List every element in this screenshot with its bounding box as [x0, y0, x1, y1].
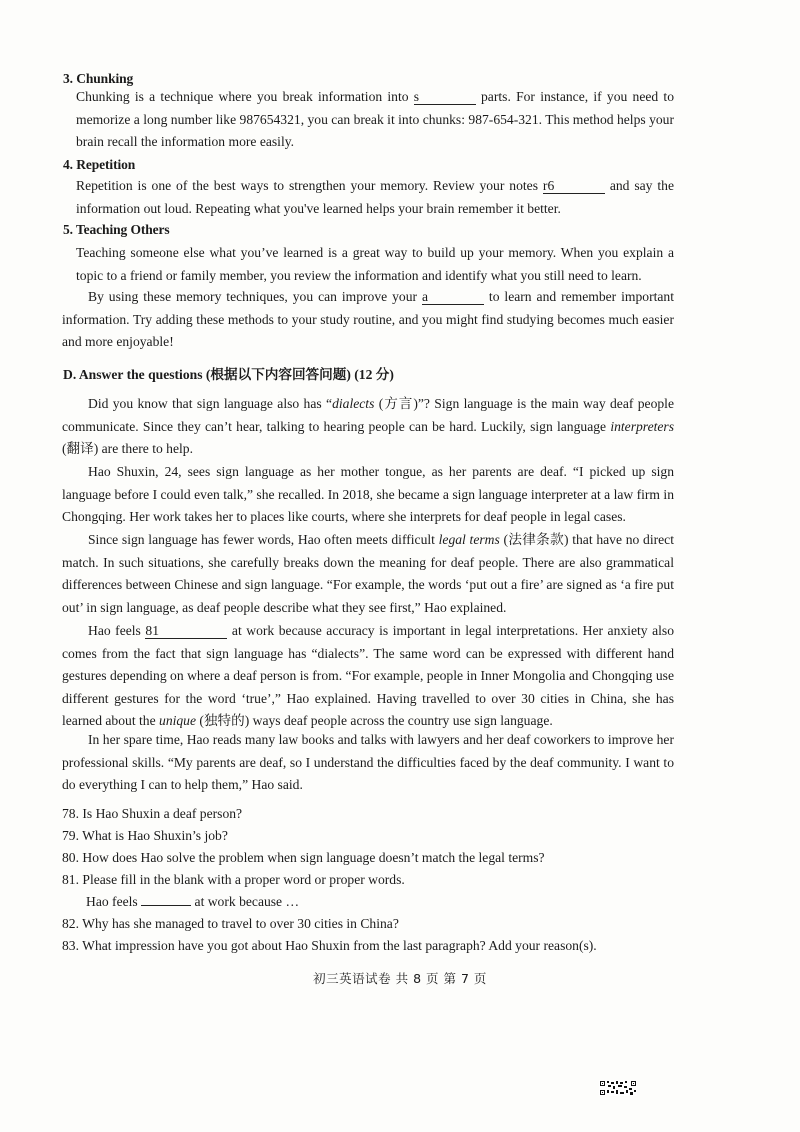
- passage-paragraph-1: Did you know that sign language also has “dialects (方言)”? Sign language is the main way deaf people communicate. Since they can’t hear, talking to hearing people can be hard. Luckily, sign language interpreters (翻译) are there to help.: [62, 396, 674, 456]
- passage-paragraph-4: Hao feels 81 at work because accuracy is important in legal interpretations. Her anxiety also comes from the fact that sign language has “dialects”. The same word can be expressed with different hand gestures depending on where a deaf person is from. “For example, people in Inner Mongolia and Chongqing use different gestures for the word ‘true’,” Hao explained. Having travelled to over 30 cities in China, she has learned about the unique (独特的) ways deaf people across the country use sign language.: [62, 623, 675, 728]
- passage-paragraph-5: In her spare time, Hao reads many law books and talks with lawyers and her deaf coworkers to improve her professional skills. “My parents are deaf, so I understand the difficulties faced by the deaf community. I want to do everything I can to help them,” Hao said.: [62, 732, 674, 792]
- answer-blank-81[interactable]: 81: [145, 624, 227, 639]
- passage-paragraph-2: Hao Shuxin, 24, sees sign language as her mother tongue, as her parents are deaf. “I picked up sign language before I could even talk,” she recalled. In 2018, she became a sign language interpreter at a law firm in Chongqing. Her work takes her to places like courts, where she interprets for deaf people in legal cases.: [62, 464, 674, 524]
- section-heading-chunking: 3. Chunking: [63, 71, 134, 86]
- question-79: 79. What is Hao Shuxin’s job?: [62, 828, 228, 843]
- answer-blank-81-question[interactable]: [141, 905, 191, 906]
- question-81: 81. Please fill in the blank with a proper word or proper words.: [62, 872, 405, 887]
- answer-blank-r[interactable]: r 6: [543, 179, 605, 194]
- section-heading-repetition: 4. Repetition: [63, 157, 136, 172]
- question-81-fill-line: Hao feels at work because …: [86, 894, 300, 909]
- teaching-paragraph-2: By using these memory techniques, you can improve your a to learn and remember important information. Try adding these methods to your study routine, and you might find studying becomes much easier and more enjoyable!: [62, 289, 674, 349]
- question-82: 82. Why has she managed to travel to over 30 cities in China?: [62, 916, 399, 931]
- chunking-paragraph: Chunking is a technique where you break information into s parts. For instance, if you need to memorize a long number like 987654321, you can break it into chunks: 987-654-321. This method helps your brain recall the information more easily.: [76, 89, 674, 149]
- repetition-paragraph: Repetition is one of the best ways to strengthen your memory. Review your notes r 6 and say the information out loud. Repeating what you've learned helps your brain remember it better.: [76, 178, 674, 216]
- question-83: 83. What impression have you got about Hao Shuxin from the last paragraph? Add your reason(s).: [62, 938, 597, 953]
- qr-code-icon: [599, 1080, 637, 1096]
- answer-blank-a[interactable]: a: [422, 290, 484, 305]
- question-78: 78. Is Hao Shuxin a deaf person?: [62, 806, 243, 821]
- question-80: 80. How does Hao solve the problem when sign language doesn’t match the legal terms?: [62, 850, 545, 865]
- teaching-paragraph-1: Teaching someone else what you’ve learned is a great way to build up your memory. When you explain a topic to a friend or family member, you review the information and identify what you still need to learn.: [76, 245, 674, 283]
- page-footer: 初三英语试卷 共 8 页 第 7 页: [313, 971, 487, 986]
- part-d-title: D. Answer the questions (根据以下内容回答问题) (12 分): [63, 367, 394, 382]
- passage-paragraph-3: Since sign language has fewer words, Hao often meets difficult legal terms (法律条款) that have no direct match. In such situations, she carefully breaks down the meaning for deaf people. There are also grammatical differences between Chinese and sign language. “For example, the words ‘put out a fire’ are signed as ‘a fire put out’ in sign language, as deaf people describe what they see first,” Hao explained.: [62, 532, 674, 615]
- section-heading-teaching: 5. Teaching Others: [63, 222, 170, 237]
- answer-blank-s[interactable]: s: [414, 90, 476, 105]
